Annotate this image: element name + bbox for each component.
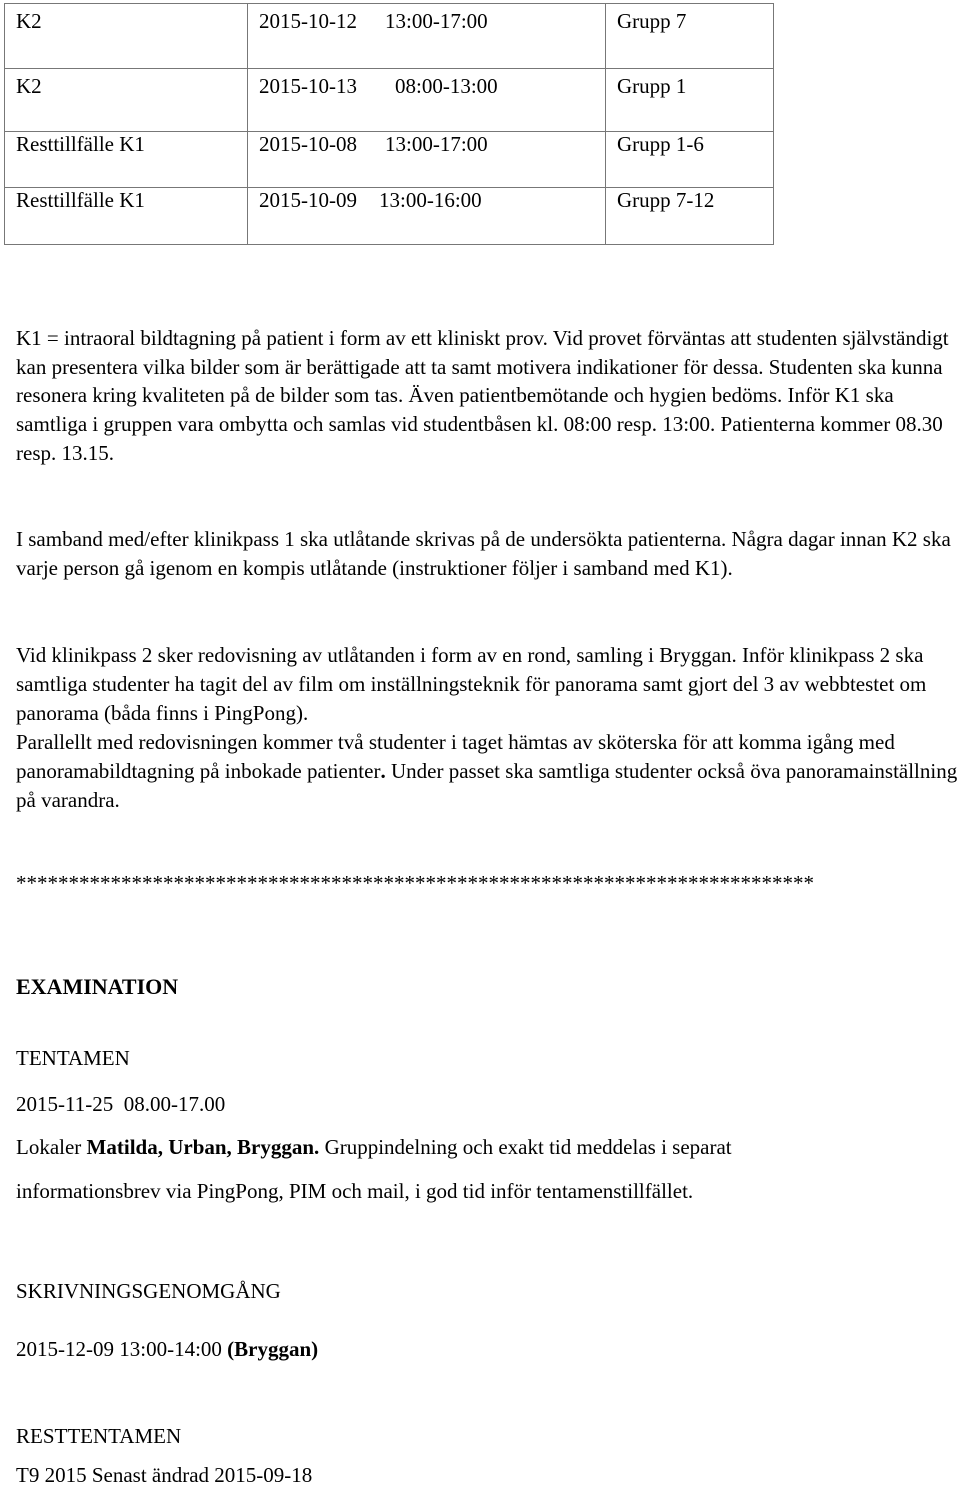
lokaler-prefix: Lokaler [16, 1135, 87, 1159]
session-name: K2 [5, 69, 248, 132]
klinikpass1-description: I samband med/efter klinikpass 1 ska utlåtande skrivas på de undersökta patienterna. Några dagar innan K2 ska varje person gå igenom en kompis utlåtande (instruktioner följer i samband med K1). [16, 527, 951, 580]
section-separator: **************************************************************************** [16, 871, 814, 895]
info-line: informationsbrev via PingPong, PIM och mail, i god tid inför tentamenstillfället. [16, 1179, 694, 1203]
genomgang-datetime: 2015-12-09 13:00-14:00 [16, 1337, 228, 1361]
session-datetime [248, 4, 606, 69]
session-time: 08:00-13:00 [395, 74, 498, 98]
session-time: 13:00-16:00 [379, 188, 482, 212]
session-date: 2015-10-12 [259, 9, 357, 33]
genomgang-label: SKRIVNINGSGENOMGÅNG [16, 1279, 281, 1303]
session-name: Resttillfälle K1 [5, 188, 248, 245]
klinikpass2-text: Vid klinikpass 2 sker redovisning av utlåtanden i form av en rond, samling i Bryggan. Inför klinikpass 2 ska samtliga studenter ha tagit del av film om inställningsteknik för panorama samt gjort del 3 av webbtestet om panorama (båda finns i PingPong). [16, 643, 927, 725]
session-datetime [248, 69, 606, 132]
session-time: 13:00-17:00 [385, 9, 488, 33]
genomgang-place: (Bryggan) [227, 1337, 319, 1361]
tentamen-datetime: 2015-11-25 08.00-17.00 [16, 1092, 226, 1116]
lokaler-line [16, 1135, 732, 1160]
session-name: K2 [5, 4, 248, 69]
table-row [5, 69, 774, 132]
lokaler-names: Matilda, Urban, Bryggan. [86, 1135, 320, 1159]
footer-text: T9 2015 Senast ändrad 2015-09-18 [16, 1463, 313, 1487]
examination-heading: EXAMINATION [16, 974, 179, 999]
session-group: Grupp 7 [606, 4, 774, 69]
session-group: Grupp 7-12 [606, 188, 774, 245]
session-date: 2015-10-09 [259, 188, 357, 212]
table-row [5, 188, 774, 245]
session-group: Grupp 1-6 [606, 132, 774, 188]
tentamen-label: TENTAMEN [16, 1046, 130, 1070]
session-time: 13:00-17:00 [385, 132, 488, 156]
k1-description: K1 = intraoral bildtagning på patient i form av ett kliniskt prov. Vid provet förväntas att studenten självständigt kan presentera vilka bilder som är berättigade att ta samt motivera indikationer för dessa. Studenten ska kunna resonera kring kvaliteten på de bilder som tas. Även patientbemötande och hygien bedöms. Inför K1 ska samtliga i gruppen vara ombytta och samlas vid studentbåsen kl. 08:00 resp. 13:00. Patienterna kommer 08.30 resp. 13.15. [16, 326, 949, 465]
session-name: Resttillfälle K1 [5, 132, 248, 188]
table-row [5, 132, 774, 188]
genomgang-line [16, 1337, 318, 1362]
session-group: Grupp 1 [606, 69, 774, 132]
session-date: 2015-10-13 [259, 74, 357, 98]
resttentamen-label: RESTTENTAMEN [16, 1424, 182, 1448]
klinikpass2-description [16, 641, 960, 815]
session-date: 2015-10-08 [259, 132, 357, 156]
klinikpass2-practice: Under passet ska samtliga studenter också öva panoramainställning på varandra. [16, 759, 958, 812]
session-datetime [248, 188, 606, 245]
panorama-sentence: Parallellt med redovisningen kommer två studenter i taget hämtas av sköterska för att komma igång med panoramabildtagning på inbokade patienter. [16, 730, 895, 783]
schedule-table [4, 3, 774, 245]
lokaler-suffix: Gruppindelning och exakt tid meddelas i separat [319, 1135, 732, 1159]
session-datetime [248, 132, 606, 188]
table-row [5, 4, 774, 69]
